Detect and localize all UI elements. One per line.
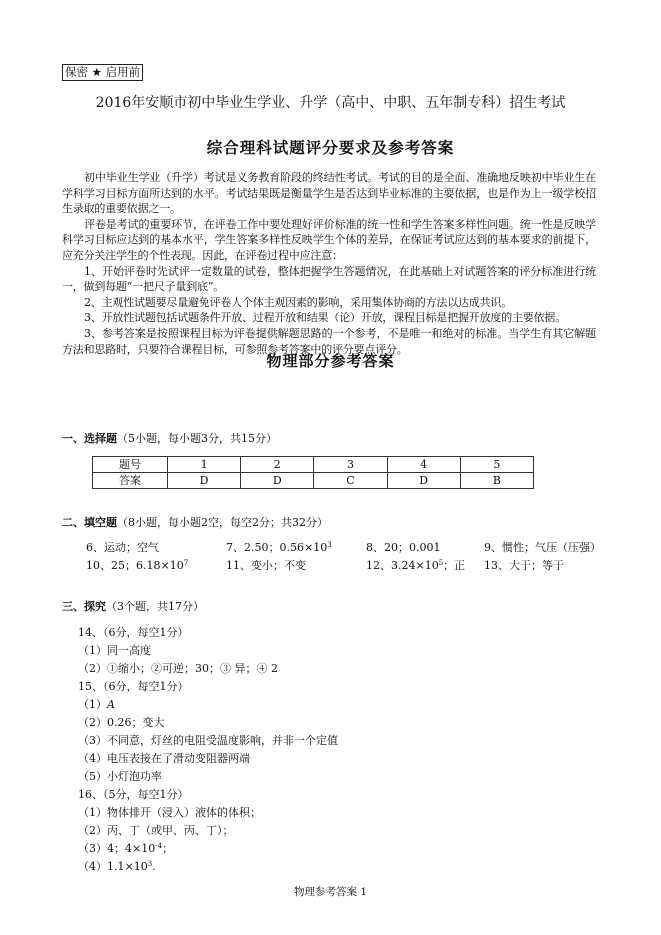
q15-answer: （3）不同意，灯丝的电阻受温度影响，并非一个定值 [78,734,338,747]
q16-heading: 16、（5分，每空1分） [78,788,189,801]
fill-answer-7 [226,541,362,555]
answer-cell: D [387,473,460,489]
answer-text: （1） [78,698,107,711]
table-row-label: 答案 [93,473,168,489]
table-row-label: 题号 [93,457,168,473]
section3-note: （3个题，共17分） [106,600,204,613]
q16-answer [78,842,173,856]
section1-title: 一、选择题 [62,432,117,445]
question-number: 3 [314,457,387,473]
answer-text: 13、大于；等于 [484,559,564,572]
fill-answer-12 [366,559,480,573]
q14-answer: （2）①缩小；②可逆；30；③ 异；④ 2 [78,662,278,675]
answer-text: 11、变小；不变 [226,559,306,572]
answer-value: A [107,698,115,711]
answer-text: ； [162,842,174,855]
exponent: 7 [183,559,189,567]
physics-title: 物理部分参考答案 [266,352,395,370]
answer-text: 8、20；0.001 [366,541,441,554]
q14-answer: （1）同一高度 [78,644,151,657]
exponent: -4 [155,842,163,850]
section1-note: （5小题，每小题3分，共15分） [117,432,277,445]
intro-paragraph: 1、开始评卷时先试评一定数量的试卷，整体把握学生答题情况，在此基础上对试题答案的评分标准进行统一，做到每题“一把尺子量到底”。 [62,264,596,294]
fill-answer-6 [86,541,222,555]
section2-heading [62,516,328,530]
exponent: 3 [327,541,332,549]
answer-cell: D [168,473,241,489]
section3-title: 三、探究 [62,600,106,613]
intro-paragraph: 3、开放性试题包括试题条件开放、过程开放和结果（论）开放，课程目标是把握开放度的主要依据。 [84,311,566,325]
answer-text: ；正 [443,559,466,572]
answer-text: 9、惯性；气压（压强） [484,541,601,554]
q16-answer [78,860,156,874]
fill-answer-11 [226,559,362,573]
q15-answer: （2）0.26；变大 [78,716,165,729]
q15-answer: （5）小灯泡功率 [78,770,162,783]
fill-answer-9 [484,541,634,555]
section3-heading [62,600,204,614]
answer-text: （3）4；4×10 [78,842,156,855]
q16-answer: （1）物体排开（浸入）液体的体积； [78,806,261,819]
answer-cell: B [460,473,533,489]
intro-paragraph: 评卷是考试的重要环节，在评卷工作中要处理好评价标准的统一性和学生答案多样性问题。统一性是反映学科学习目标应达到的基本水平，学生答案多样性反映学生个体的差异，在保证考试应达到的基本要求的前提下，应充分关注学生的个性表现。因此，在评卷过程中应注意： [62,217,596,262]
answer-text: 12、3.24×10 [366,559,439,572]
table-row [93,473,534,489]
answer-cell: C [314,473,387,489]
fill-answer-8 [366,541,480,555]
section1-heading [62,432,277,446]
intro-paragraph: 初中毕业生学业（升学）考试是义务教育阶段的终结性考试。考试的目的是全面、准确地反映初中毕业生在学科学习目标方面所达到的水平。考试结果既是衡量学生是否达到毕业标准的主要依据，也是作为上一级学校招生录取的重要依据之一。 [62,171,596,216]
table-row [93,457,534,473]
q15-heading: 15、（6分，每空1分） [78,680,189,693]
exam-title: 2016年安顺市初中毕业生学业、升学（高中、中职、五年制专科）招生考试 [95,95,566,111]
question-number: 1 [168,457,241,473]
question-number: 2 [241,457,314,473]
exponent: 5 [438,559,444,567]
answer-text: 7、2.50；0.56×10 [226,541,328,554]
question-number: 5 [460,457,533,473]
intro-paragraph: 3、参考答案是按照课程目标为评卷提供解题思路的一个参考，不是唯一和绝对的标准。当学生有其它解题方法和思路时，只要符合课程目标，可参照参考答案中的评分要点评分。 [62,326,596,356]
exponent: 3 [147,860,153,868]
answer-text: （4）1.1×10 [78,860,148,873]
answer-table [92,456,534,489]
answer-text: 10、25；6.18×10 [86,559,184,572]
answer-cell: D [241,473,314,489]
intro-paragraph: 2、主观性试题要尽量避免评卷人个体主观因素的影响，采用集体协商的方法以达成共识。 [84,295,512,309]
answer-text: 6、运动；空气 [86,541,159,554]
q15-answer: （4）电压表接在了滑动变阻器两端 [78,752,250,765]
question-number: 4 [387,457,460,473]
fill-answer-13 [484,559,634,573]
section2-title: 二、填空题 [62,516,117,529]
document-title: 综合理科试题评分要求及参考答案 [206,139,455,157]
q15-answer [78,698,115,712]
fill-answer-10 [86,559,222,573]
page-footer: 物理参考答案 1 [293,886,368,898]
section2-note: （8小题，每小题2空，每空2分；共32分） [117,516,328,529]
intro-section [62,170,596,356]
answer-text: . [152,860,156,873]
confidential-label: 保密 ★ 启用前 [62,64,143,81]
q14-heading: 14、（6分，每空1分） [78,626,189,639]
q16-answer: （2）丙、丁（或甲、丙、丁）； [78,824,234,837]
